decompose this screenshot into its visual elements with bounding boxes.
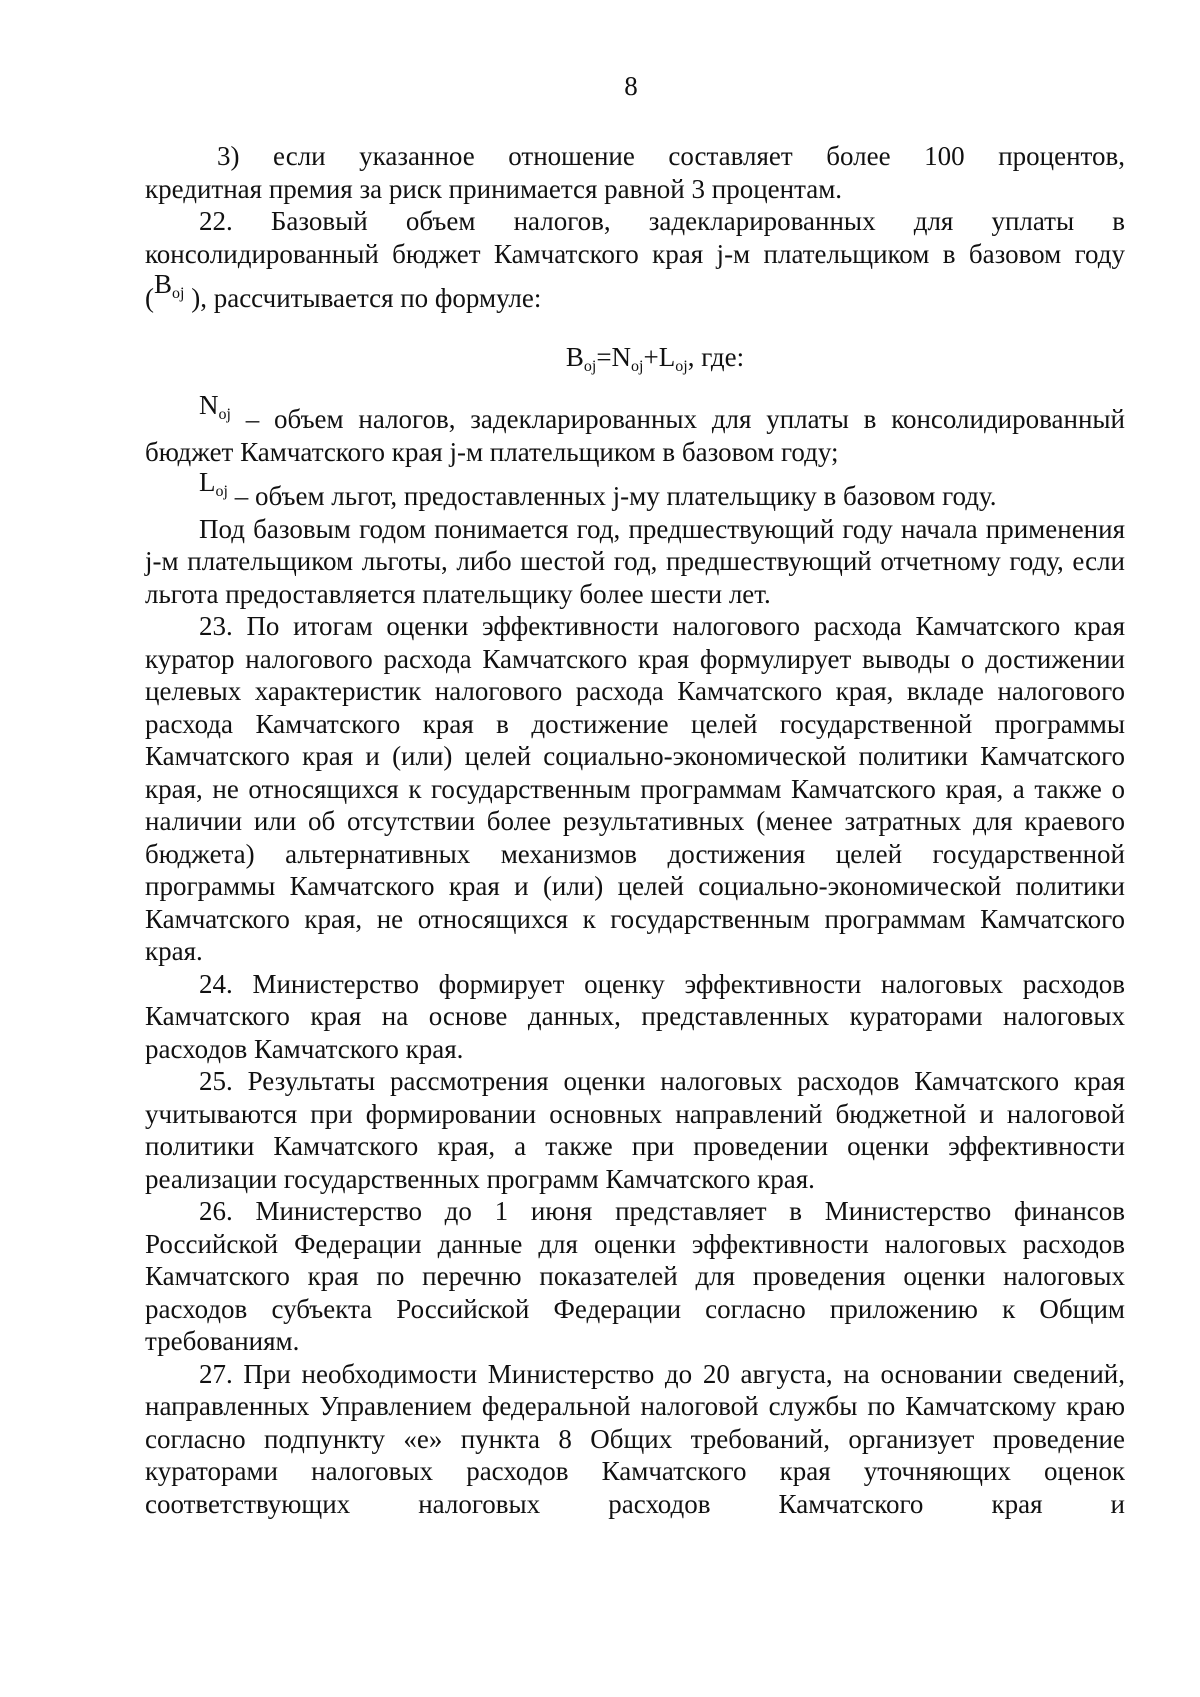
paragraph-26: 26. Министерство до 1 июня представляет в Министерство финансов Российской Федерации данные для оценки эффективности налоговых расходов Камчатского края по перечню показателей для проведения оценки налоговых расходов субъекта Российской Федерации согласно приложению к Общим требованиям.	[145, 1196, 1125, 1356]
paragraph-24: 24. Министерство формирует оценку эффективности налоговых расходов Камчатского края на основе данных, представленных кураторами налоговых расходов Камчатского края.	[145, 968, 1125, 1064]
definition-n-oj-line-2: бюджет Камчатского края j-м плательщиком в базовом году;	[145, 436, 839, 467]
paragraph-25: 25. Результаты рассмотрения оценки налоговых расходов Камчатского края учитываются при формировании основных направлений бюджетной и налоговой политики Камчатского края, а также при проведении оценки эффективности реализации государственных программ Камчатского края.	[145, 1066, 1125, 1194]
item-3-line-2: кредитная премия за риск принимается равной 3 процентам.	[145, 173, 843, 204]
definition-n-oj: $N_{oj}$ – объем налогов, задекларированных для уплаты в консолидированный	[199, 390, 1125, 434]
item-3-line-1: 3) если указанное отношение составляет более 100 процентов,	[217, 141, 1125, 171]
symbol-b-oj: $B_{oj}$	[154, 269, 185, 302]
paragraph-27: 27. При необходимости Министерство до 20 августа, на основании сведений, направленных Управлением федеральной налоговой службы по Камчатскому краю согласно подпункту «е» пункта 8 Общих требований, организует проведение кураторами налоговых расходов Камчатского края уточняющих оценок соответствующих налоговых расходов Камчатского края и	[145, 1358, 1125, 1519]
formula: $B_{oj}=N_{oj}+L_{oj}$, где:	[565, 341, 745, 375]
page-number: 8	[624, 71, 638, 101]
definition-l-oj: $L_{oj}$ – объем льгот, предоставленных j-му плательщику в базовом году.	[199, 467, 997, 511]
symbol-l-oj: $L_{oj}$	[199, 467, 228, 500]
item-22-line-1: 22. Базовый объем налогов, задекларированных для уплаты в	[199, 206, 1125, 236]
document-body	[145, 140, 1125, 1520]
paragraph-23: 23. По итогам оценки эффективности налогового расхода Камчатского края куратор налогового расхода Камчатского края формулирует выводы о достижении целевых характеристик налогового расхода Камчатского края, вкладе налогового расхода Камчатского края в достижение целей государственной программы Камчатского края и (или) целей социально-экономической политики Камчатского края, не относящихся к государственным программам Камчатского края, а также о наличии или об отсутствии более результативных (менее затратных для краевого бюджета) альтернативных механизмов достижения целей государственной программы Камчатского края и (или) целей социально-экономической политики Камчатского края, не относящихся к государственным программам Камчатского края.	[145, 611, 1125, 966]
item-22-line-2: консолидированный бюджет Камчатского края j-м плательщиком в базовом году	[145, 238, 1125, 269]
item-22-line-3: ($B_{oj}$ ), рассчитывается по формуле:	[145, 269, 542, 313]
symbol-n-oj: $N_{oj}$	[199, 390, 231, 423]
paragraph-base-year: Под базовым годом понимается год, предшествующий году начала применения j-м плательщиком льготы, либо шестой год, предшествующий отчетному году, если льгота предоставляется плательщику более шести лет.	[145, 513, 1125, 609]
